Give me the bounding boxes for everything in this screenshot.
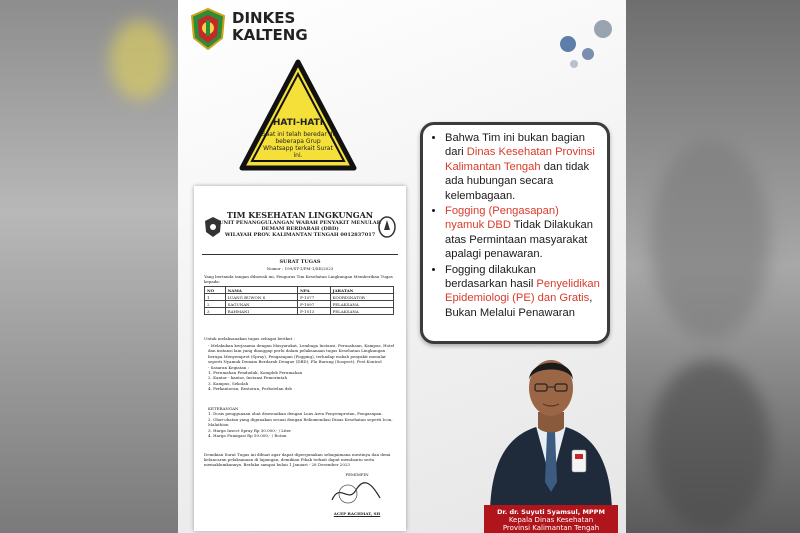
table-row <box>205 308 394 315</box>
notice-highlight: Dinas Kesehatan Provinsi Kalimantan Tengah <box>445 146 595 173</box>
table-cell: KOORDINATOR <box>330 294 393 301</box>
portrait-name: Dr. dr. Suyuti Syamsul, MPPM <box>497 508 605 516</box>
table-row <box>205 301 394 308</box>
letter-header <box>194 210 406 238</box>
table-cell: PELAKSANA <box>330 308 393 315</box>
letter-divider <box>202 254 398 255</box>
notice-item <box>445 263 601 321</box>
letter-note: 4. Harga Fumigasi Rp 50.000,- / Rotan <box>208 433 287 439</box>
brand-line2: KALTENG <box>232 26 308 44</box>
letter-note: 3. Harga Insect Spray Rp 30.000,- / Liter <box>208 427 292 433</box>
warning-label <box>260 118 336 159</box>
notice-highlight: Fogging (Pengasapan) nyamuk DBD <box>445 205 559 232</box>
notice-item <box>445 204 601 262</box>
letter-target: 3. Kampus, Sekolah <box>208 380 249 386</box>
background-blob <box>650 360 770 530</box>
table-cell: F-1013 <box>298 308 330 315</box>
letter-notes <box>208 406 396 438</box>
brand-title <box>232 10 308 44</box>
letter-intro: Yang bertanda tangan dibawah ini, Pengurus Tim Kesehatan Lingkungan Memberikan Tugas kepada: <box>204 274 393 284</box>
notice-box <box>420 122 610 344</box>
table-cell: 1 <box>205 294 226 301</box>
letter-unit-3: WILAYAH PROV. KALIMANTAN TENGAH 0012837017 <box>224 232 376 238</box>
notice-text: Tidak Dilakukan atas Permintaan masyarakat apalagi penawaran. <box>445 219 593 261</box>
letter-table <box>204 286 394 315</box>
background-blob <box>110 20 170 100</box>
table-header: NPA <box>298 287 330 294</box>
table-cell: SAGUNAN <box>225 301 298 308</box>
table-header: JABATAN <box>330 287 393 294</box>
decor-bubble <box>560 36 576 52</box>
background-blob <box>650 140 770 340</box>
brand-line1: DINKES <box>232 9 296 27</box>
letter-document <box>194 186 406 531</box>
table-cell: PELAKSANA <box>330 301 393 308</box>
letter-sign-role: PEMIMPIN <box>345 472 369 477</box>
letter-sign-name: ACEP RACHMAT, SH <box>333 511 381 516</box>
table-row <box>205 294 394 301</box>
table-cell: 3 <box>205 308 226 315</box>
decor-bubble <box>570 60 578 68</box>
letter-note-title: KETERANGAN <box>208 406 239 411</box>
letter-target-title: - Sasaran Kegiatan : <box>208 364 249 370</box>
warning-title: HATI-HATI <box>272 118 324 128</box>
table-cell: RAHMANI <box>225 308 298 315</box>
table-header-row <box>205 287 394 294</box>
notice-item <box>445 131 601 203</box>
letter-unit-1: UNIT PENANGGULANGAN WABAH PENYAKIT MENULAR <box>219 220 381 226</box>
table-header: NO <box>205 287 226 294</box>
notice-text: Bahwa Tim ini bukan bagian dari <box>445 132 585 159</box>
letter-number: Nomor : 199/ST-1/PM-1/XII/2023 <box>266 266 334 271</box>
letter-task-intro: Untuk melaksanakan tugas sebagai berikut : <box>204 336 295 341</box>
table-cell: F-1077 <box>298 294 330 301</box>
notice-text: Fogging dilakukan berdasarkan hasil <box>445 263 537 291</box>
table-header: NAMA <box>225 287 298 294</box>
letter-org: TIM KESEHATAN LINGKUNGAN <box>226 210 374 220</box>
portrait-role-1: Kepala Dinas Kesehatan <box>508 516 594 524</box>
letter-target: 1. Perumahan Penduduk, Komplek Perumahan <box>208 370 303 376</box>
letter-title: SURAT TUGAS <box>279 259 321 265</box>
portrait-caption <box>484 505 618 533</box>
notice-list <box>423 125 607 320</box>
dinkes-logo-icon <box>190 8 226 50</box>
letter-target: 4. Perkantoran, Restoran, Perhotelan dsb <box>208 386 292 392</box>
notice-text: , Bukan Melalui Penawaran <box>445 292 593 319</box>
notice-text: dan tidak ada hubungan secara kelembagaan. <box>445 160 590 202</box>
table-cell: F-1097 <box>298 301 330 308</box>
letter-task-list <box>208 343 396 392</box>
notice-highlight: Penyelidikan Epidemiologi (PE) dan Gratis <box>445 278 600 305</box>
decor-bubble <box>582 48 594 60</box>
letter-task: - Melakukan kerjasama dengan Masyarakat, Lembaga Instansi, Perusahaan, Kampus, Hotel dan instansi lain yang dianggap perlu dalam pelaksanaan tugas Kesehatan Lingkungan berupa Menyemprot (Spray), Pengasapan (Fogging), terhadap wabah penyakit menular seperti Nyamuk Demam Berdarah Dengue (DBD), Flu Burung (Suspect), Pest Kontrol <box>208 343 395 365</box>
warning-description: Saat ini telah beredar di beberapa Grup Whatsapp terkait Surat ini. <box>261 131 335 159</box>
letter-unit-2: DEMAM BERDARAH (DBD) <box>261 226 339 232</box>
letter-target: 2. Kantor - kantor, Instansi Pemerintah <box>208 375 288 381</box>
portrait-role-2: Provinsi Kalimantan Tengah <box>502 524 600 532</box>
official-portrait <box>486 332 616 510</box>
table-cell: LUANG BUWON S <box>225 294 298 301</box>
poster <box>178 0 626 533</box>
letter-note: 2. Obat-obatan yang digunakan sesuai dengan Rekomendasi Dinas Kesehatan seperti Icon, Malathion <box>208 416 393 428</box>
signature-icon <box>328 480 384 506</box>
decor-bubble <box>594 20 612 38</box>
letter-closing: Demikian Surat Tugas ini dibuat agar dapat dipergunakan sebagaimana mestinya dan demi kelancaran pelaksanaan di lapangan, demikian Pihak terkait dapat membantu serta memaklumkannya. Berlaku sampai bulan 1 Januari - 28 Desember 2023 <box>204 452 391 467</box>
table-cell: 2 <box>205 301 226 308</box>
letter-note: 1. Dosis penggunaan obat disesuaikan dengan Luas Area Penyemprotan, Pengasapan. <box>208 411 383 417</box>
